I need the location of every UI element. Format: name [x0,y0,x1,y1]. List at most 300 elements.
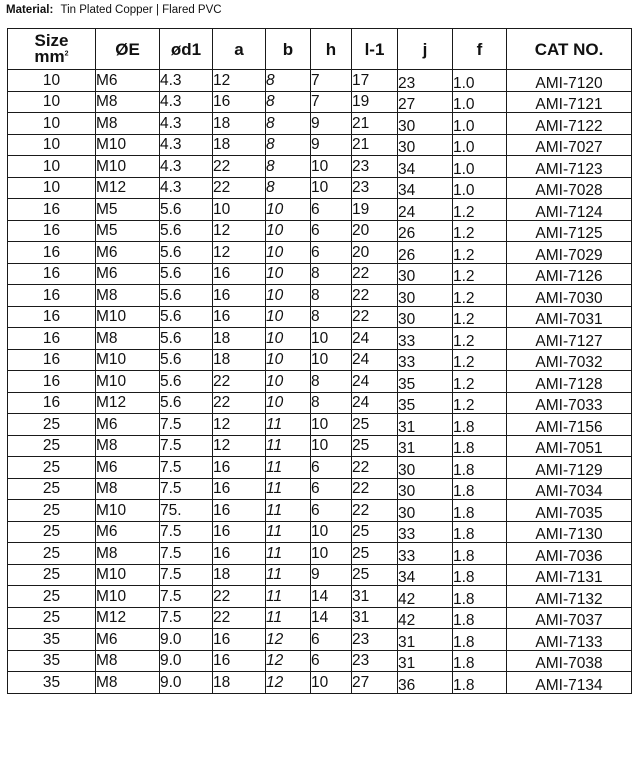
cell-j: 30 [398,134,453,156]
header-size-unit-text: mm [34,47,65,66]
cell-l1: 25 [352,543,398,565]
header-a: a [213,29,266,70]
cell-b: 11 [266,500,311,522]
table-row [8,435,632,457]
cell-f: 1.0 [453,91,507,113]
cell-h: 9 [311,113,352,135]
table-row [8,134,632,156]
cell-f: 1.8 [453,543,507,565]
cell-d1: 9.0 [160,672,213,694]
cell-a: 16 [213,521,266,543]
cell-b: 10 [266,263,311,285]
cell-a: 16 [213,263,266,285]
cell-l1: 21 [352,134,398,156]
cell-size: 25 [8,414,96,436]
cell-f: 1.2 [453,263,507,285]
cell-a: 22 [213,177,266,199]
cell-d1: 5.6 [160,392,213,414]
cell-d1: 5.6 [160,349,213,371]
header-size [8,29,96,70]
header-row [8,29,632,70]
header-d1: ød1 [160,29,213,70]
table-row [8,672,632,694]
cell-size: 10 [8,156,96,178]
cell-j: 33 [398,349,453,371]
cell-e: M8 [96,672,160,694]
cell-f: 1.8 [453,457,507,479]
cell-cat-no: AMI-7128 [507,371,632,393]
cell-b: 11 [266,435,311,457]
cell-cat-no: AMI-7030 [507,285,632,307]
cell-h: 8 [311,263,352,285]
cell-size: 10 [8,177,96,199]
cell-a: 16 [213,629,266,651]
table-row [8,199,632,221]
cell-h: 6 [311,242,352,264]
cell-size: 16 [8,199,96,221]
cell-e: M10 [96,156,160,178]
table-row [8,629,632,651]
cell-b: 10 [266,349,311,371]
table-row [8,328,632,350]
cell-l1: 24 [352,349,398,371]
cell-cat-no: AMI-7133 [507,629,632,651]
cell-a: 18 [213,134,266,156]
cell-f: 1.0 [453,177,507,199]
table-row [8,543,632,565]
cell-h: 7 [311,70,352,92]
cell-l1: 19 [352,91,398,113]
cell-b: 10 [266,392,311,414]
table-row [8,457,632,479]
cell-size: 25 [8,543,96,565]
cell-a: 22 [213,586,266,608]
cell-e: M6 [96,521,160,543]
cell-f: 1.8 [453,629,507,651]
cell-h: 9 [311,134,352,156]
cell-cat-no: AMI-7051 [507,435,632,457]
cell-h: 10 [311,435,352,457]
table-row [8,586,632,608]
cell-cat-no: AMI-7125 [507,220,632,242]
cell-f: 1.2 [453,371,507,393]
cell-size: 35 [8,650,96,672]
cell-l1: 22 [352,285,398,307]
table-row [8,371,632,393]
header-size-unit [8,49,95,65]
cell-d1: 7.5 [160,564,213,586]
cell-d1: 5.6 [160,242,213,264]
cell-d1: 7.5 [160,457,213,479]
cell-size: 16 [8,263,96,285]
header-l1: l-1 [352,29,398,70]
cell-j: 30 [398,285,453,307]
cell-a: 18 [213,113,266,135]
cell-f: 1.8 [453,435,507,457]
cell-f: 1.2 [453,242,507,264]
cell-j: 33 [398,543,453,565]
cell-size: 16 [8,220,96,242]
cell-d1: 4.3 [160,113,213,135]
cell-f: 1.8 [453,607,507,629]
cell-l1: 31 [352,607,398,629]
cell-d1: 7.5 [160,435,213,457]
cell-h: 6 [311,650,352,672]
cell-e: M5 [96,220,160,242]
cell-e: M10 [96,306,160,328]
cell-j: 30 [398,478,453,500]
cell-b: 11 [266,478,311,500]
table-row [8,91,632,113]
cell-a: 16 [213,457,266,479]
cell-h: 10 [311,177,352,199]
cell-a: 12 [213,414,266,436]
cell-h: 10 [311,414,352,436]
cell-d1: 7.5 [160,543,213,565]
cell-b: 8 [266,134,311,156]
cell-cat-no: AMI-7031 [507,306,632,328]
cell-j: 30 [398,306,453,328]
cell-cat-no: AMI-7131 [507,564,632,586]
cell-h: 8 [311,306,352,328]
cell-e: M10 [96,564,160,586]
table-row [8,263,632,285]
cell-l1: 20 [352,220,398,242]
cell-l1: 22 [352,500,398,522]
cell-h: 6 [311,199,352,221]
cell-h: 7 [311,91,352,113]
cell-d1: 5.6 [160,263,213,285]
cell-a: 22 [213,156,266,178]
cell-j: 30 [398,457,453,479]
table-row [8,500,632,522]
cell-l1: 23 [352,629,398,651]
cell-e: M6 [96,70,160,92]
header-size-label: Size [34,31,69,50]
cell-d1: 5.6 [160,328,213,350]
cell-b: 12 [266,672,311,694]
cell-h: 10 [311,521,352,543]
cell-h: 8 [311,371,352,393]
cell-j: 31 [398,435,453,457]
cell-e: M12 [96,392,160,414]
cell-e: M8 [96,650,160,672]
cell-e: M6 [96,242,160,264]
cell-d1: 75. [160,500,213,522]
table-row [8,285,632,307]
cell-f: 1.8 [453,414,507,436]
table-row [8,414,632,436]
cell-b: 11 [266,607,311,629]
cell-f: 1.2 [453,306,507,328]
cell-d1: 5.6 [160,371,213,393]
cell-l1: 17 [352,70,398,92]
cell-l1: 22 [352,478,398,500]
cell-b: 8 [266,70,311,92]
cell-l1: 21 [352,113,398,135]
table-row [8,478,632,500]
table-row [8,564,632,586]
cell-l1: 20 [352,242,398,264]
cell-e: M6 [96,457,160,479]
cell-l1: 24 [352,328,398,350]
cell-l1: 19 [352,199,398,221]
cell-j: 36 [398,672,453,694]
cell-d1: 5.6 [160,220,213,242]
cell-cat-no: AMI-7033 [507,392,632,414]
cell-size: 25 [8,521,96,543]
cell-cat-no: AMI-7129 [507,457,632,479]
cell-e: M8 [96,328,160,350]
cell-h: 14 [311,586,352,608]
cell-d1: 7.5 [160,414,213,436]
cell-j: 34 [398,156,453,178]
cell-b: 11 [266,414,311,436]
cell-h: 10 [311,349,352,371]
cell-size: 25 [8,500,96,522]
cell-d1: 4.3 [160,134,213,156]
cell-b: 10 [266,371,311,393]
cell-b: 10 [266,242,311,264]
cell-cat-no: AMI-7122 [507,113,632,135]
cell-size: 10 [8,134,96,156]
cell-l1: 23 [352,177,398,199]
cell-e: M8 [96,285,160,307]
cell-cat-no: AMI-7120 [507,70,632,92]
cell-j: 27 [398,91,453,113]
cell-d1: 7.5 [160,607,213,629]
cell-f: 1.0 [453,70,507,92]
cell-h: 6 [311,500,352,522]
cell-b: 11 [266,457,311,479]
cell-e: M6 [96,414,160,436]
cell-e: M12 [96,607,160,629]
cell-l1: 25 [352,414,398,436]
cell-f: 1.2 [453,220,507,242]
table-row [8,306,632,328]
cell-b: 8 [266,91,311,113]
cell-a: 22 [213,392,266,414]
cell-h: 10 [311,328,352,350]
cell-j: 35 [398,392,453,414]
header-size-unit-sup: 2 [64,50,69,58]
header-j: j [398,29,453,70]
cell-l1: 25 [352,435,398,457]
cell-size: 16 [8,392,96,414]
cell-size: 16 [8,285,96,307]
cell-b: 11 [266,564,311,586]
cell-cat-no: AMI-7126 [507,263,632,285]
cell-a: 18 [213,672,266,694]
cell-j: 34 [398,564,453,586]
cell-b: 11 [266,543,311,565]
cell-a: 16 [213,306,266,328]
cell-j: 23 [398,70,453,92]
cell-a: 22 [213,371,266,393]
cell-j: 31 [398,629,453,651]
cell-l1: 24 [352,371,398,393]
cell-j: 31 [398,414,453,436]
header-h: h [311,29,352,70]
cell-j: 30 [398,263,453,285]
table-row [8,242,632,264]
cell-b: 10 [266,328,311,350]
cell-cat-no: AMI-7035 [507,500,632,522]
spec-table [7,28,632,694]
cell-cat-no: AMI-7032 [507,349,632,371]
cell-cat-no: AMI-7029 [507,242,632,264]
cell-h: 6 [311,629,352,651]
cell-f: 1.8 [453,672,507,694]
cell-d1: 7.5 [160,521,213,543]
header-f: f [453,29,507,70]
header-b: b [266,29,311,70]
cell-size: 35 [8,672,96,694]
cell-size: 10 [8,113,96,135]
cell-j: 26 [398,242,453,264]
cell-b: 10 [266,220,311,242]
cell-j: 33 [398,521,453,543]
table-row [8,607,632,629]
cell-b: 12 [266,650,311,672]
cell-cat-no: AMI-7037 [507,607,632,629]
cell-l1: 27 [352,672,398,694]
cell-f: 1.0 [453,134,507,156]
table-row [8,113,632,135]
cell-l1: 23 [352,156,398,178]
cell-size: 10 [8,70,96,92]
cell-j: 33 [398,328,453,350]
cell-h: 14 [311,607,352,629]
cell-b: 8 [266,113,311,135]
cell-h: 8 [311,285,352,307]
cell-a: 18 [213,564,266,586]
cell-size: 25 [8,478,96,500]
cell-size: 10 [8,91,96,113]
cell-d1: 9.0 [160,629,213,651]
cell-cat-no: AMI-7127 [507,328,632,350]
cell-d1: 4.3 [160,91,213,113]
cell-b: 11 [266,586,311,608]
cell-a: 12 [213,220,266,242]
material-line [6,3,222,17]
cell-b: 8 [266,177,311,199]
cell-e: M10 [96,500,160,522]
cell-l1: 22 [352,457,398,479]
cell-size: 25 [8,457,96,479]
cell-b: 10 [266,285,311,307]
cell-size: 16 [8,328,96,350]
cell-e: M8 [96,478,160,500]
cell-h: 6 [311,478,352,500]
cell-cat-no: AMI-7036 [507,543,632,565]
cell-f: 1.2 [453,328,507,350]
cell-cat-no: AMI-7121 [507,91,632,113]
cell-e: M10 [96,371,160,393]
header-cat: CAT NO. [507,29,632,70]
cell-size: 16 [8,306,96,328]
cell-cat-no: AMI-7134 [507,672,632,694]
cell-f: 1.8 [453,586,507,608]
cell-f: 1.2 [453,392,507,414]
table-row [8,70,632,92]
material-label: Material: [6,4,54,16]
cell-f: 1.8 [453,478,507,500]
table-row [8,650,632,672]
cell-f: 1.8 [453,521,507,543]
cell-f: 1.0 [453,156,507,178]
cell-j: 30 [398,500,453,522]
cell-h: 10 [311,543,352,565]
cell-cat-no: AMI-7027 [507,134,632,156]
cell-j: 34 [398,177,453,199]
cell-cat-no: AMI-7124 [507,199,632,221]
cell-h: 8 [311,392,352,414]
cell-j: 42 [398,607,453,629]
cell-e: M5 [96,199,160,221]
cell-e: M12 [96,177,160,199]
cell-d1: 5.6 [160,306,213,328]
cell-a: 18 [213,328,266,350]
cell-e: M8 [96,113,160,135]
cell-d1: 4.3 [160,177,213,199]
cell-j: 24 [398,199,453,221]
cell-j: 42 [398,586,453,608]
cell-cat-no: AMI-7130 [507,521,632,543]
cell-a: 22 [213,607,266,629]
cell-d1: 4.3 [160,70,213,92]
cell-a: 10 [213,199,266,221]
cell-size: 35 [8,629,96,651]
cell-size: 16 [8,242,96,264]
cell-e: M6 [96,263,160,285]
cell-cat-no: AMI-7132 [507,586,632,608]
cell-size: 16 [8,349,96,371]
cell-a: 16 [213,500,266,522]
cell-cat-no: AMI-7156 [507,414,632,436]
cell-a: 16 [213,285,266,307]
cell-l1: 25 [352,521,398,543]
cell-h: 6 [311,457,352,479]
cell-size: 25 [8,607,96,629]
cell-cat-no: AMI-7123 [507,156,632,178]
table-row [8,392,632,414]
cell-l1: 23 [352,650,398,672]
cell-b: 8 [266,156,311,178]
cell-cat-no: AMI-7034 [507,478,632,500]
cell-l1: 31 [352,586,398,608]
cell-e: M8 [96,543,160,565]
cell-a: 16 [213,543,266,565]
table-row [8,156,632,178]
material-value: Tin Plated Copper | Flared PVC [60,4,222,16]
cell-d1: 5.6 [160,285,213,307]
cell-b: 12 [266,629,311,651]
cell-f: 1.2 [453,285,507,307]
cell-f: 1.0 [453,113,507,135]
cell-e: M6 [96,629,160,651]
cell-l1: 22 [352,306,398,328]
cell-e: M8 [96,435,160,457]
cell-f: 1.8 [453,564,507,586]
cell-f: 1.2 [453,199,507,221]
table-row [8,521,632,543]
cell-j: 35 [398,371,453,393]
table-row [8,177,632,199]
cell-size: 25 [8,435,96,457]
cell-h: 9 [311,564,352,586]
cell-f: 1.8 [453,500,507,522]
